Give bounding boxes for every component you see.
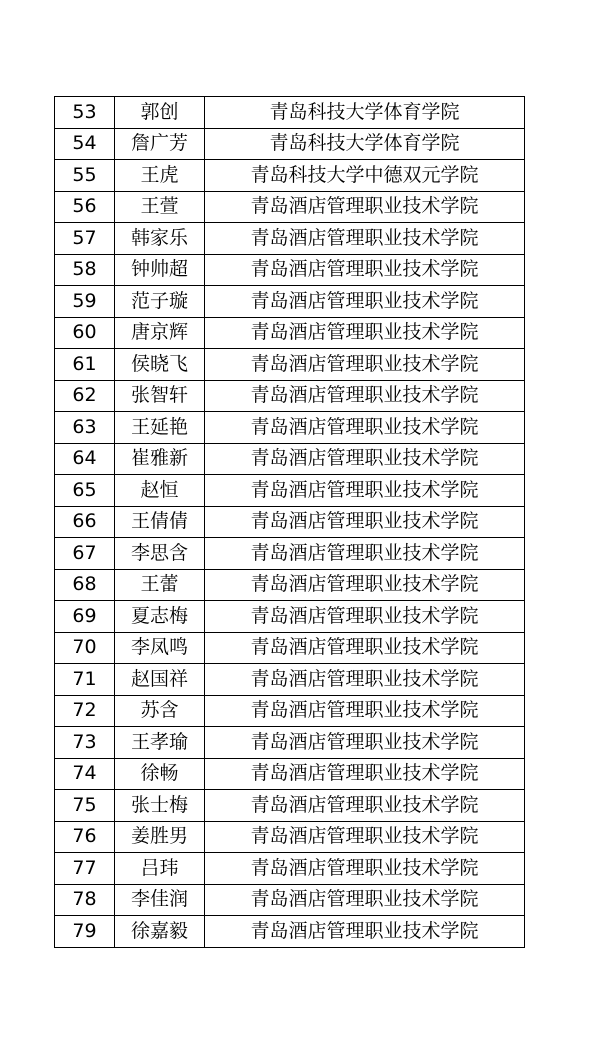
table-row (55, 286, 525, 318)
row-number: 69 (55, 601, 115, 633)
person-name: 郭创 (115, 97, 205, 129)
school-name: 青岛酒店管理职业技术学院 (205, 884, 525, 916)
school-name: 青岛酒店管理职业技术学院 (205, 538, 525, 570)
table-row (55, 317, 525, 349)
school-name: 青岛酒店管理职业技术学院 (205, 223, 525, 255)
row-number: 70 (55, 632, 115, 664)
table-row (55, 884, 525, 916)
person-name: 钟帅超 (115, 254, 205, 286)
person-name: 赵国祥 (115, 664, 205, 696)
school-name: 青岛酒店管理职业技术学院 (205, 821, 525, 853)
table-row (55, 632, 525, 664)
school-name: 青岛科技大学体育学院 (205, 128, 525, 160)
roster-body (55, 97, 525, 948)
table-row (55, 443, 525, 475)
row-number: 71 (55, 664, 115, 696)
school-name: 青岛酒店管理职业技术学院 (205, 853, 525, 885)
row-number: 76 (55, 821, 115, 853)
table-row (55, 223, 525, 255)
table-row (55, 349, 525, 381)
table-row (55, 695, 525, 727)
table-row (55, 538, 525, 570)
person-name: 王虎 (115, 160, 205, 192)
school-name: 青岛酒店管理职业技术学院 (205, 443, 525, 475)
row-number: 55 (55, 160, 115, 192)
person-name: 夏志梅 (115, 601, 205, 633)
row-number: 62 (55, 380, 115, 412)
school-name: 青岛酒店管理职业技术学院 (205, 191, 525, 223)
table-row (55, 128, 525, 160)
person-name: 李凤鸣 (115, 632, 205, 664)
school-name: 青岛酒店管理职业技术学院 (205, 790, 525, 822)
table-row (55, 380, 525, 412)
person-name: 吕玮 (115, 853, 205, 885)
table-row (55, 758, 525, 790)
row-number: 75 (55, 790, 115, 822)
table-row (55, 569, 525, 601)
school-name: 青岛科技大学中德双元学院 (205, 160, 525, 192)
row-number: 56 (55, 191, 115, 223)
row-number: 54 (55, 128, 115, 160)
person-name: 范子璇 (115, 286, 205, 318)
table-row (55, 506, 525, 538)
person-name: 王倩倩 (115, 506, 205, 538)
roster-table (54, 96, 525, 948)
school-name: 青岛酒店管理职业技术学院 (205, 632, 525, 664)
row-number: 59 (55, 286, 115, 318)
person-name: 李佳润 (115, 884, 205, 916)
school-name: 青岛酒店管理职业技术学院 (205, 569, 525, 601)
row-number: 72 (55, 695, 115, 727)
person-name: 姜胜男 (115, 821, 205, 853)
school-name: 青岛酒店管理职业技术学院 (205, 727, 525, 759)
row-number: 78 (55, 884, 115, 916)
person-name: 王萱 (115, 191, 205, 223)
school-name: 青岛酒店管理职业技术学院 (205, 380, 525, 412)
person-name: 唐京辉 (115, 317, 205, 349)
person-name: 徐嘉毅 (115, 916, 205, 948)
row-number: 53 (55, 97, 115, 129)
person-name: 李思含 (115, 538, 205, 570)
school-name: 青岛酒店管理职业技术学院 (205, 349, 525, 381)
person-name: 王蕾 (115, 569, 205, 601)
table-row (55, 821, 525, 853)
school-name: 青岛酒店管理职业技术学院 (205, 695, 525, 727)
person-name: 詹广芳 (115, 128, 205, 160)
row-number: 63 (55, 412, 115, 444)
table-row (55, 412, 525, 444)
table-row (55, 853, 525, 885)
row-number: 73 (55, 727, 115, 759)
row-number: 57 (55, 223, 115, 255)
person-name: 王孝瑜 (115, 727, 205, 759)
school-name: 青岛酒店管理职业技术学院 (205, 412, 525, 444)
school-name: 青岛酒店管理职业技术学院 (205, 286, 525, 318)
table-row (55, 601, 525, 633)
row-number: 79 (55, 916, 115, 948)
row-number: 65 (55, 475, 115, 507)
school-name: 青岛科技大学体育学院 (205, 97, 525, 129)
table-row (55, 160, 525, 192)
table-row (55, 727, 525, 759)
school-name: 青岛酒店管理职业技术学院 (205, 254, 525, 286)
school-name: 青岛酒店管理职业技术学院 (205, 506, 525, 538)
person-name: 赵恒 (115, 475, 205, 507)
school-name: 青岛酒店管理职业技术学院 (205, 601, 525, 633)
person-name: 王延艳 (115, 412, 205, 444)
row-number: 74 (55, 758, 115, 790)
table-row (55, 97, 525, 129)
school-name: 青岛酒店管理职业技术学院 (205, 317, 525, 349)
row-number: 60 (55, 317, 115, 349)
person-name: 侯晓飞 (115, 349, 205, 381)
row-number: 68 (55, 569, 115, 601)
row-number: 66 (55, 506, 115, 538)
school-name: 青岛酒店管理职业技术学院 (205, 664, 525, 696)
school-name: 青岛酒店管理职业技术学院 (205, 758, 525, 790)
person-name: 张智轩 (115, 380, 205, 412)
school-name: 青岛酒店管理职业技术学院 (205, 475, 525, 507)
row-number: 67 (55, 538, 115, 570)
person-name: 苏含 (115, 695, 205, 727)
table-row (55, 916, 525, 948)
row-number: 61 (55, 349, 115, 381)
table-row (55, 664, 525, 696)
table-row (55, 191, 525, 223)
table-row (55, 475, 525, 507)
person-name: 韩家乐 (115, 223, 205, 255)
row-number: 64 (55, 443, 115, 475)
person-name: 崔雅新 (115, 443, 205, 475)
row-number: 58 (55, 254, 115, 286)
school-name: 青岛酒店管理职业技术学院 (205, 916, 525, 948)
person-name: 张士梅 (115, 790, 205, 822)
table-row (55, 790, 525, 822)
row-number: 77 (55, 853, 115, 885)
table-row (55, 254, 525, 286)
person-name: 徐畅 (115, 758, 205, 790)
